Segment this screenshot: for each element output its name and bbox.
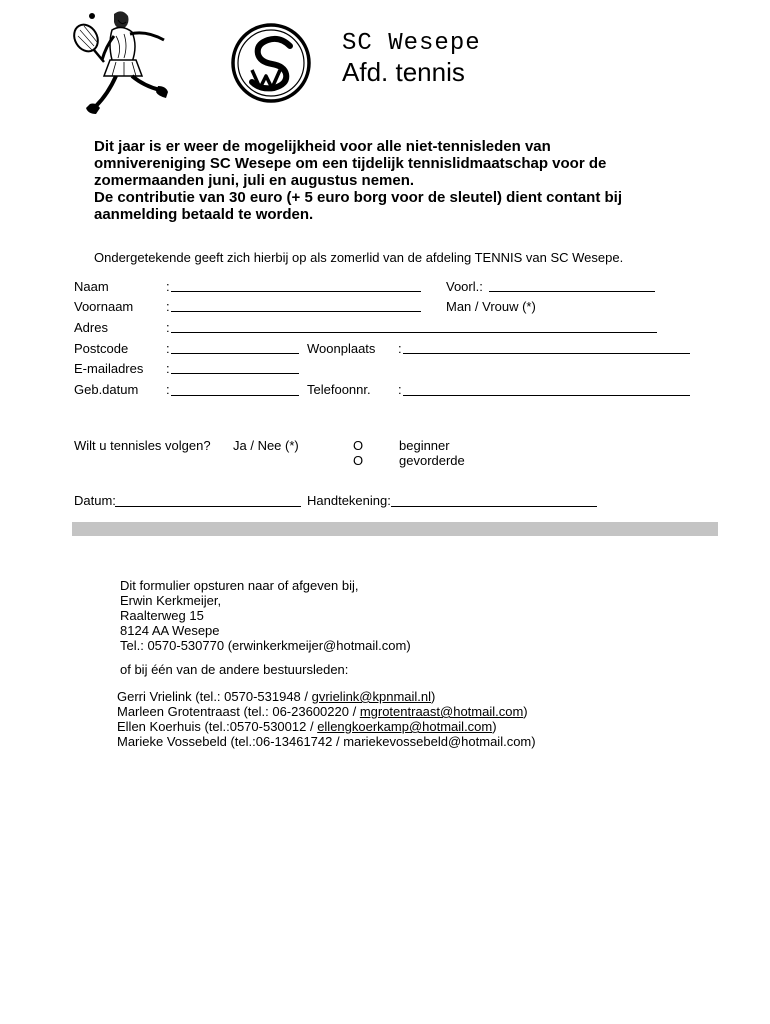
- contact-phone: Tel.: 0570-530770 (erwinkerkmeijer@hotmail.com): [120, 638, 411, 653]
- voorl-label: Voorl.:: [446, 279, 483, 294]
- other-members-intro: of bij één van de andere bestuursleden:: [120, 662, 349, 677]
- member-email-link[interactable]: ellengkoerkamp@hotmail.com: [317, 719, 493, 734]
- intro-line: omnivereniging SC Wesepe om een tijdelijk tennislidmaatschap voor de: [94, 155, 607, 172]
- gevorderde-radio[interactable]: O: [353, 453, 364, 468]
- voornaam-field[interactable]: [171, 311, 421, 312]
- member-info: Gerri Vrielink (tel.: 0570-531948 /: [117, 689, 312, 704]
- naam-field[interactable]: [171, 291, 421, 292]
- department-title: Afd. tennis: [342, 57, 465, 87]
- member-info: Marleen Grotentraast (tel.: 06-23600220 /: [117, 704, 360, 719]
- member-email-link[interactable]: mgrotentraast@hotmail.com: [359, 704, 524, 719]
- ja-nee-option[interactable]: Ja / Nee (*): [233, 438, 299, 453]
- telefoon-colon: :: [398, 382, 402, 397]
- intro-line: De contributie van 30 euro (+ 5 euro borg voor de sleutel) dient contant bij: [94, 189, 622, 206]
- members-list: [117, 689, 717, 749]
- lessons-question: Wilt u tennisles volgen?: [74, 438, 211, 453]
- send-instruction: Dit formulier opsturen naar of afgeven bij,: [120, 578, 359, 593]
- naam-label: Naam: [74, 279, 109, 294]
- member-info: Marieke Vossebeld (tel.:06-13461742 /: [117, 734, 344, 749]
- email-label: E-mailadres: [74, 361, 144, 376]
- gevorderde-label: gevorderde: [399, 453, 465, 468]
- member-info: Ellen Koerhuis (tel.:0570-530012 /: [117, 719, 318, 734]
- intro-text: [94, 138, 714, 223]
- club-name: SC Wesepe: [342, 30, 481, 57]
- telefoon-label: Telefoonnr.: [307, 382, 371, 397]
- postcode-field[interactable]: [171, 353, 299, 354]
- naam-colon: :: [166, 279, 170, 294]
- email-field[interactable]: [171, 373, 299, 374]
- contact-street: Raalterweg 15: [120, 608, 204, 623]
- intro-line: zomermaanden juni, juli en augustus nemen.: [94, 172, 415, 189]
- handtekening-label: Handtekening:: [307, 493, 391, 508]
- handtekening-field[interactable]: [391, 506, 597, 507]
- woonplaats-label: Woonplaats: [307, 341, 376, 356]
- gebdatum-label: Geb.datum: [74, 382, 139, 397]
- intro-line: aanmelding betaald te worden.: [94, 206, 314, 223]
- member-row: [117, 719, 717, 734]
- postcode-label: Postcode: [74, 341, 129, 356]
- woonplaats-field[interactable]: [403, 353, 690, 354]
- tennis-player-illustration: [66, 6, 176, 126]
- contact-name: Erwin Kerkmeijer,: [120, 593, 222, 608]
- member-row: [117, 704, 717, 719]
- member-close: ): [523, 704, 528, 719]
- beginner-radio[interactable]: O: [353, 438, 364, 453]
- man-vrouw-label[interactable]: Man / Vrouw (*): [446, 299, 536, 314]
- adres-colon: :: [166, 320, 170, 335]
- contact-city: 8124 AA Wesepe: [120, 623, 220, 638]
- member-row: [117, 689, 717, 704]
- postcode-colon: :: [166, 341, 170, 356]
- email-colon: :: [166, 361, 170, 376]
- telefoon-field[interactable]: [403, 395, 690, 396]
- datum-label: Datum:: [74, 493, 116, 508]
- member-close: ): [531, 734, 536, 749]
- voornaam-colon: :: [166, 299, 170, 314]
- adres-label: Adres: [74, 320, 108, 335]
- beginner-label: beginner: [399, 438, 450, 453]
- separator-bar: [72, 522, 718, 536]
- intro-line: Dit jaar is er weer de mogelijkheid voor alle niet-tennisleden van: [94, 138, 551, 155]
- member-row: [117, 734, 717, 749]
- member-close: ): [431, 689, 436, 704]
- voornaam-label: Voornaam: [74, 299, 134, 314]
- member-email: mariekevossebeld@hotmail.com: [343, 734, 532, 749]
- club-logo: [230, 22, 312, 104]
- woonplaats-colon: :: [398, 341, 402, 356]
- contact-block: [120, 578, 680, 653]
- member-email-link[interactable]: gvrielink@kpnmail.nl: [311, 689, 432, 704]
- gebdatum-colon: :: [166, 382, 170, 397]
- declaration-text: Ondergetekende geeft zich hierbij op als zomerlid van de afdeling TENNIS van SC Wesepe.: [94, 250, 624, 265]
- member-close: ): [492, 719, 497, 734]
- adres-field[interactable]: [171, 332, 657, 333]
- datum-field[interactable]: [115, 506, 301, 507]
- voorl-field[interactable]: [489, 291, 655, 292]
- gebdatum-field[interactable]: [171, 395, 299, 396]
